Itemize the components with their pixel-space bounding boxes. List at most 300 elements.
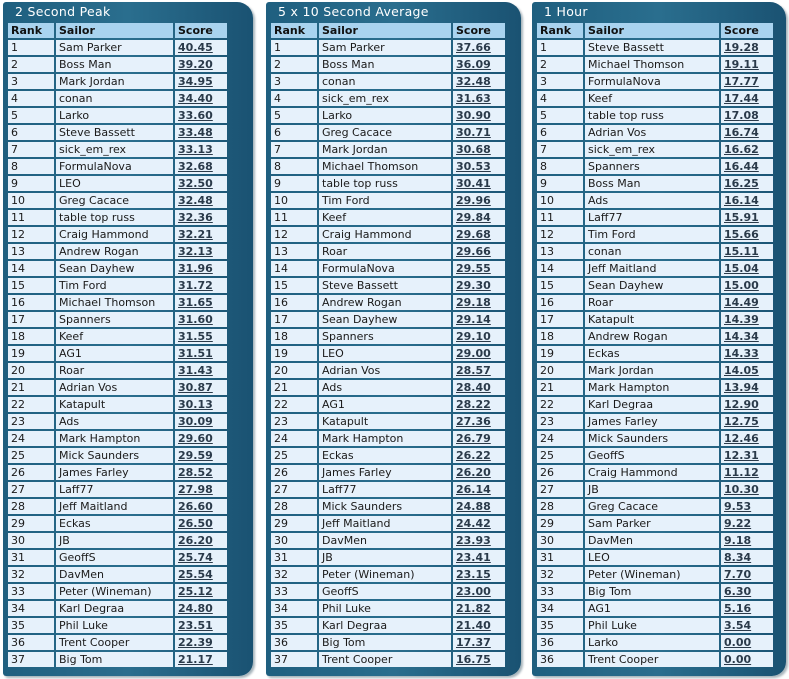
score-link[interactable]: 0.00: [724, 653, 752, 666]
table-row: [537, 380, 773, 395]
table-row: [537, 312, 773, 327]
sailor-cell: Steve Bassett: [56, 125, 173, 140]
table-row: [8, 125, 227, 140]
rank-cell: 21: [537, 380, 583, 395]
score-cell: [721, 516, 773, 531]
score-link[interactable]: 26.79: [456, 432, 491, 445]
table-row: [537, 482, 773, 497]
score-cell: [721, 312, 773, 327]
rank-cell: 3: [271, 74, 317, 89]
score-link[interactable]: 32.48: [178, 194, 213, 207]
score-link[interactable]: 32.48: [456, 75, 491, 88]
score-cell: [453, 91, 505, 106]
score-link[interactable]: 34.40: [178, 92, 213, 105]
sailor-cell: Tim Ford: [585, 227, 719, 242]
rank-cell: 16: [8, 295, 54, 310]
column-header-score: Score: [721, 23, 773, 38]
score-link[interactable]: 0.00: [724, 636, 752, 649]
score-link[interactable]: 30.68: [456, 143, 491, 156]
score-cell: [721, 567, 773, 582]
score-link[interactable]: 28.57: [456, 364, 491, 377]
score-cell: [453, 312, 505, 327]
sailor-cell: Eckas: [585, 346, 719, 361]
table-row: [8, 329, 227, 344]
table-row: [537, 618, 773, 633]
score-link[interactable]: 32.13: [178, 245, 213, 258]
table-row: [8, 499, 227, 514]
score-link[interactable]: 32.21: [178, 228, 213, 241]
rank-cell: 3: [8, 74, 54, 89]
score-link[interactable]: 26.22: [456, 449, 491, 462]
rank-cell: 8: [271, 159, 317, 174]
score-cell: [175, 414, 227, 429]
rank-cell: 34: [8, 601, 54, 616]
score-cell: [175, 295, 227, 310]
sailor-cell: GeoffS: [319, 584, 451, 599]
table-row: [8, 414, 227, 429]
score-link[interactable]: 29.55: [456, 262, 491, 275]
rank-cell: 19: [537, 346, 583, 361]
rank-cell: 27: [8, 482, 54, 497]
score-link[interactable]: 12.46: [724, 432, 759, 445]
score-cell: [175, 363, 227, 378]
table-row: [8, 261, 227, 276]
score-link[interactable]: 29.66: [456, 245, 491, 258]
table-row: [537, 363, 773, 378]
score-link[interactable]: 26.50: [178, 517, 213, 530]
score-cell: [453, 108, 505, 123]
rank-cell: 5: [271, 108, 317, 123]
score-cell: [453, 550, 505, 565]
score-link[interactable]: 23.00: [456, 585, 491, 598]
table-row: [537, 414, 773, 429]
score-link[interactable]: 29.59: [178, 449, 213, 462]
score-link[interactable]: 9.22: [724, 517, 752, 530]
sailor-cell: LEO: [585, 550, 719, 565]
sailor-cell: AG1: [585, 601, 719, 616]
score-cell: [175, 584, 227, 599]
score-link[interactable]: 29.96: [456, 194, 491, 207]
score-cell: [453, 261, 505, 276]
table-row: [537, 550, 773, 565]
score-cell: [721, 227, 773, 242]
score-link[interactable]: 28.40: [456, 381, 491, 394]
score-link[interactable]: 21.40: [456, 619, 491, 632]
rank-cell: 20: [271, 363, 317, 378]
score-link[interactable]: 29.30: [456, 279, 491, 292]
sailor-cell: Larko: [585, 635, 719, 650]
score-cell: [721, 465, 773, 480]
table-row: [271, 465, 505, 480]
sailor-cell: Mark Jordan: [319, 142, 451, 157]
rank-cell: 9: [8, 176, 54, 191]
score-link[interactable]: 3.54: [724, 619, 752, 632]
sailor-cell: table top russ: [585, 108, 719, 123]
sailor-cell: LEO: [319, 346, 451, 361]
score-link[interactable]: 10.30: [724, 483, 759, 496]
score-cell: [453, 363, 505, 378]
sailor-cell: Big Tom: [319, 635, 451, 650]
rank-cell: 4: [537, 91, 583, 106]
score-link[interactable]: 14.05: [724, 364, 759, 377]
score-cell: [721, 363, 773, 378]
score-link[interactable]: 15.11: [724, 245, 759, 258]
score-link[interactable]: 27.98: [178, 483, 213, 496]
score-cell: [721, 261, 773, 276]
rank-cell: 33: [537, 584, 583, 599]
table-row: [537, 142, 773, 157]
rank-cell: 30: [271, 533, 317, 548]
rank-cell: 22: [271, 397, 317, 412]
sailor-cell: Roar: [585, 295, 719, 310]
table-row: [8, 652, 227, 667]
score-link[interactable]: 34.95: [178, 75, 213, 88]
sailor-cell: Keef: [585, 91, 719, 106]
score-cell: [721, 125, 773, 140]
score-cell: [175, 465, 227, 480]
score-link[interactable]: 17.08: [724, 109, 759, 122]
score-link[interactable]: 33.13: [178, 143, 213, 156]
table-row: [271, 363, 505, 378]
rank-cell: 23: [8, 414, 54, 429]
score-link[interactable]: 9.18: [724, 534, 752, 547]
sailor-cell: DavMen: [585, 533, 719, 548]
score-link[interactable]: 31.60: [178, 313, 213, 326]
table-row: [271, 652, 505, 667]
rank-cell: 28: [271, 499, 317, 514]
sailor-cell: Boss Man: [585, 176, 719, 191]
score-link[interactable]: 19.11: [724, 58, 759, 71]
score-link[interactable]: 12.75: [724, 415, 759, 428]
rank-cell: 19: [271, 346, 317, 361]
score-cell: [175, 635, 227, 650]
score-link[interactable]: 25.54: [178, 568, 213, 581]
score-link[interactable]: 30.90: [456, 109, 491, 122]
table-row: [537, 210, 773, 225]
score-link[interactable]: 24.80: [178, 602, 213, 615]
score-link[interactable]: 31.72: [178, 279, 213, 292]
score-link[interactable]: 16.74: [724, 126, 759, 139]
score-link[interactable]: 11.12: [724, 466, 759, 479]
rank-cell: 32: [271, 567, 317, 582]
score-cell: [721, 499, 773, 514]
score-cell: [453, 295, 505, 310]
score-cell: [175, 567, 227, 582]
rank-cell: 5: [537, 108, 583, 123]
score-cell: [175, 618, 227, 633]
score-link[interactable]: 5.16: [724, 602, 752, 615]
score-link[interactable]: 14.34: [724, 330, 759, 343]
score-link[interactable]: 16.62: [724, 143, 759, 156]
score-cell: [453, 397, 505, 412]
sailor-cell: Adrian Vos: [319, 363, 451, 378]
rank-cell: 13: [271, 244, 317, 259]
score-link[interactable]: 26.20: [456, 466, 491, 479]
table-row: [271, 533, 505, 548]
rank-cell: 35: [537, 618, 583, 633]
score-link[interactable]: 23.15: [456, 568, 491, 581]
score-link[interactable]: 29.14: [456, 313, 491, 326]
table-row: [8, 346, 227, 361]
score-link[interactable]: 26.20: [178, 534, 213, 547]
score-link[interactable]: 24.88: [456, 500, 491, 513]
sailor-cell: FormulaNova: [56, 159, 173, 174]
score-link[interactable]: 30.71: [456, 126, 491, 139]
rank-cell: 8: [8, 159, 54, 174]
score-link[interactable]: 30.53: [456, 160, 491, 173]
score-link[interactable]: 23.51: [178, 619, 213, 632]
sailor-cell: Ads: [585, 193, 719, 208]
rank-cell: 27: [271, 482, 317, 497]
score-link[interactable]: 22.39: [178, 636, 213, 649]
table-row: [8, 142, 227, 157]
score-link[interactable]: 32.68: [178, 160, 213, 173]
score-cell: [721, 176, 773, 191]
score-link[interactable]: 16.25: [724, 177, 759, 190]
table-row: [8, 635, 227, 650]
rank-cell: 29: [8, 516, 54, 531]
score-link[interactable]: 28.52: [178, 466, 213, 479]
score-link[interactable]: 6.30: [724, 585, 752, 598]
score-link[interactable]: 17.77: [724, 75, 759, 88]
leaderboard-panel-2-second-peak: [3, 2, 253, 676]
score-link[interactable]: 14.49: [724, 296, 759, 309]
score-link[interactable]: 29.68: [456, 228, 491, 241]
table-row: [537, 584, 773, 599]
sailor-cell: Jeff Maitland: [319, 516, 451, 531]
score-cell: [721, 244, 773, 259]
score-cell: [175, 346, 227, 361]
score-link[interactable]: 23.41: [456, 551, 491, 564]
score-link[interactable]: 19.28: [724, 41, 759, 54]
score-link[interactable]: 15.00: [724, 279, 759, 292]
score-cell: [721, 142, 773, 157]
score-cell: [453, 533, 505, 548]
table-row: [537, 108, 773, 123]
score-link[interactable]: 32.50: [178, 177, 213, 190]
score-link[interactable]: 33.48: [178, 126, 213, 139]
sailor-cell: Mark Jordan: [585, 363, 719, 378]
table-row: [271, 278, 505, 293]
table-row: [537, 329, 773, 344]
score-link[interactable]: 30.09: [178, 415, 213, 428]
score-cell: [453, 159, 505, 174]
score-link[interactable]: 28.22: [456, 398, 491, 411]
rank-cell: 6: [8, 125, 54, 140]
score-cell: [721, 533, 773, 548]
table-row: [271, 516, 505, 531]
rank-cell: 10: [8, 193, 54, 208]
sailor-cell: Michael Thomson: [319, 159, 451, 174]
score-link[interactable]: 25.74: [178, 551, 213, 564]
rank-cell: 14: [537, 261, 583, 276]
rank-cell: 7: [8, 142, 54, 157]
score-cell: [721, 448, 773, 463]
table-row: [271, 74, 505, 89]
table-row: [271, 193, 505, 208]
panel-title: 1 Hour: [544, 4, 588, 19]
rank-cell: 25: [8, 448, 54, 463]
score-link[interactable]: 31.55: [178, 330, 213, 343]
score-link[interactable]: 37.66: [456, 41, 491, 54]
score-cell: [175, 57, 227, 72]
score-link[interactable]: 8.34: [724, 551, 752, 564]
table-row: [271, 414, 505, 429]
rank-cell: 33: [8, 584, 54, 599]
score-link[interactable]: 33.60: [178, 109, 213, 122]
sailor-cell: Ads: [319, 380, 451, 395]
score-link[interactable]: 39.20: [178, 58, 213, 71]
sailor-cell: sick_em_rex: [56, 142, 173, 157]
rank-cell: 35: [8, 618, 54, 633]
table-row: [8, 567, 227, 582]
score-link[interactable]: 40.45: [178, 41, 213, 54]
sailor-cell: Sam Parker: [56, 40, 173, 55]
rank-cell: 29: [271, 516, 317, 531]
score-link[interactable]: 12.90: [724, 398, 759, 411]
score-link[interactable]: 29.18: [456, 296, 491, 309]
rank-cell: 36: [271, 635, 317, 650]
score-cell: [175, 91, 227, 106]
score-link[interactable]: 15.91: [724, 211, 759, 224]
column-header-rank: Rank: [537, 23, 583, 38]
sailor-cell: JB: [56, 533, 173, 548]
table-row: [8, 431, 227, 446]
score-link[interactable]: 25.12: [178, 585, 213, 598]
score-link[interactable]: 23.93: [456, 534, 491, 547]
sailor-cell: Roar: [56, 363, 173, 378]
score-link[interactable]: 14.39: [724, 313, 759, 326]
score-cell: [721, 397, 773, 412]
score-link[interactable]: 7.70: [724, 568, 752, 581]
score-link[interactable]: 29.60: [178, 432, 213, 445]
sailor-cell: Big Tom: [585, 584, 719, 599]
table-row: [8, 618, 227, 633]
sailor-cell: Jeff Maitland: [56, 499, 173, 514]
rank-cell: 26: [8, 465, 54, 480]
score-cell: [453, 601, 505, 616]
rank-cell: 6: [271, 125, 317, 140]
table-row: [537, 397, 773, 412]
sailor-cell: Phil Luke: [56, 618, 173, 633]
leaderboard-table: [6, 21, 229, 669]
sailor-cell: Andrew Rogan: [585, 329, 719, 344]
score-cell: [721, 482, 773, 497]
score-link[interactable]: 29.84: [456, 211, 491, 224]
table-row: [537, 533, 773, 548]
table-row: [8, 601, 227, 616]
score-link[interactable]: 15.66: [724, 228, 759, 241]
score-link[interactable]: 17.37: [456, 636, 491, 649]
sailor-cell: Craig Hammond: [319, 227, 451, 242]
score-link[interactable]: 31.63: [456, 92, 491, 105]
sailor-cell: Steve Bassett: [319, 278, 451, 293]
score-link[interactable]: 12.31: [724, 449, 759, 462]
rank-cell: 24: [271, 431, 317, 446]
score-link[interactable]: 14.33: [724, 347, 759, 360]
score-link[interactable]: 21.82: [456, 602, 491, 615]
score-link[interactable]: 36.09: [456, 58, 491, 71]
sailor-cell: Karl Degraa: [56, 601, 173, 616]
score-link[interactable]: 16.75: [456, 653, 491, 666]
sailor-cell: Sean Dayhew: [319, 312, 451, 327]
rank-cell: 10: [537, 193, 583, 208]
table-row: [271, 142, 505, 157]
score-link[interactable]: 31.43: [178, 364, 213, 377]
score-link[interactable]: 27.36: [456, 415, 491, 428]
rank-cell: 7: [537, 142, 583, 157]
score-cell: [453, 499, 505, 514]
table-row: [537, 346, 773, 361]
sailor-cell: Laff77: [585, 210, 719, 225]
score-link[interactable]: 30.41: [456, 177, 491, 190]
score-link[interactable]: 17.44: [724, 92, 759, 105]
score-cell: [453, 465, 505, 480]
rank-cell: 15: [537, 278, 583, 293]
sailor-cell: Larko: [319, 108, 451, 123]
score-cell: [175, 448, 227, 463]
rank-cell: 31: [537, 550, 583, 565]
score-link[interactable]: 29.10: [456, 330, 491, 343]
rank-cell: 11: [537, 210, 583, 225]
table-row: [271, 312, 505, 327]
sailor-cell: Craig Hammond: [585, 465, 719, 480]
rank-cell: 36: [537, 635, 583, 650]
score-link[interactable]: 15.04: [724, 262, 759, 275]
score-cell: [175, 210, 227, 225]
score-link[interactable]: 24.42: [456, 517, 491, 530]
score-cell: [175, 227, 227, 242]
score-link[interactable]: 30.13: [178, 398, 213, 411]
score-link[interactable]: 32.36: [178, 211, 213, 224]
score-cell: [721, 550, 773, 565]
sailor-cell: Mick Saunders: [585, 431, 719, 446]
column-header-sailor: Sailor: [319, 23, 451, 38]
rank-cell: 17: [8, 312, 54, 327]
sailor-cell: AG1: [319, 397, 451, 412]
table-row: [271, 550, 505, 565]
score-link[interactable]: 16.14: [724, 194, 759, 207]
score-cell: [721, 329, 773, 344]
table-row: [8, 550, 227, 565]
score-link[interactable]: 16.44: [724, 160, 759, 173]
rank-cell: 14: [271, 261, 317, 276]
rank-cell: 1: [8, 40, 54, 55]
table-row: [8, 40, 227, 55]
score-cell: [175, 125, 227, 140]
score-link[interactable]: 31.65: [178, 296, 213, 309]
rank-cell: 18: [537, 329, 583, 344]
score-cell: [721, 295, 773, 310]
table-row: [537, 261, 773, 276]
score-cell: [175, 108, 227, 123]
score-link[interactable]: 30.87: [178, 381, 213, 394]
rank-cell: 36: [537, 652, 583, 667]
score-link[interactable]: 21.17: [178, 653, 213, 666]
table-row: [537, 193, 773, 208]
score-link[interactable]: 31.96: [178, 262, 213, 275]
rank-cell: 2: [8, 57, 54, 72]
table-row: [537, 499, 773, 514]
rank-cell: 17: [271, 312, 317, 327]
score-link[interactable]: 26.14: [456, 483, 491, 496]
score-link[interactable]: 26.60: [178, 500, 213, 513]
score-link[interactable]: 13.94: [724, 381, 759, 394]
score-link[interactable]: 31.51: [178, 347, 213, 360]
score-link[interactable]: 29.00: [456, 347, 491, 360]
sailor-cell: James Farley: [319, 465, 451, 480]
score-link[interactable]: 9.53: [724, 500, 752, 513]
